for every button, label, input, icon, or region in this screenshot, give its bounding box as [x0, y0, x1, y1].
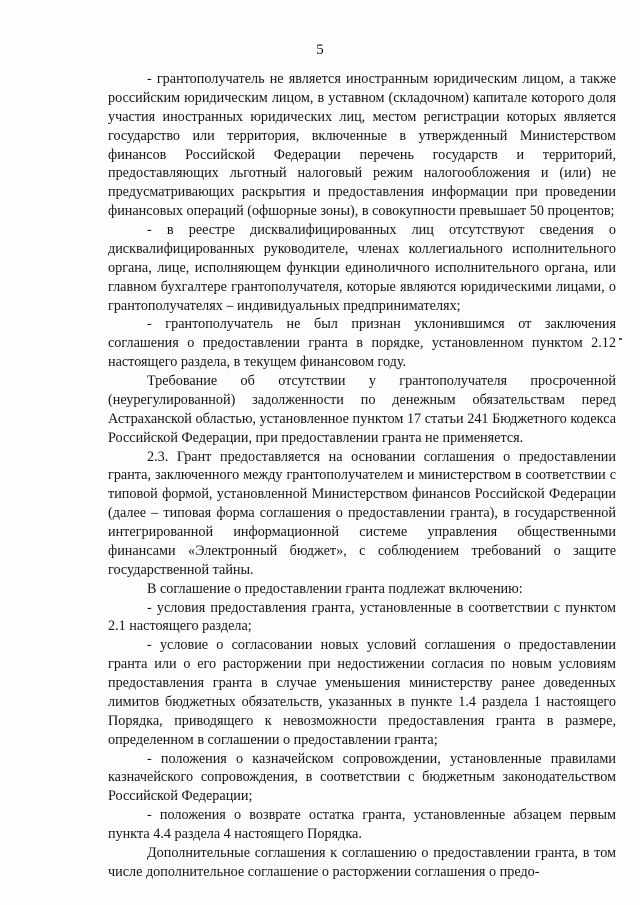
scan-artifact	[619, 338, 622, 340]
paragraph-disqualified-persons-condition: - в реестре дисквалифицированных лиц отсутствуют сведения о дисквалифицированных руководителе, членах коллегиального исполнительного органа, лице, исполняющем функции единоличного исполнительного органа, или главном бухгалтере грантополучателя, которые являются юридическими лицами, о грантополучателях – индивидуальных предпринимателях;	[108, 222, 616, 314]
paragraph-new-conditions-item: - условие о согласовании новых условий соглашения о предоставлении гранта или о его расторжении при недостижении согласия по новым условиям предоставления гранта в случае уменьшения министерству ранее доведенных лимитов бюджетных обязательств, указанных в пункте 1.4 раздела 1 настоящего Порядка, приводящего к невозможности предоставления гранта в размере, определенном в соглашении о предоставлении гранта;	[108, 637, 616, 748]
document-body	[108, 70, 616, 882]
paragraph-section-2-3: 2.3. Грант предоставляется на основании соглашения о предоставлении гранта, заключенного между грантополучателем и министерством в соответствии с типовой формой, установленной Министерством финансов Российской Федерации (далее – типовая форма соглашения о предоставлении гранта), в государственной интегрированной информационной системе управления общественными финансами «Электронный бюджет», с соблюдением требований о защите государственной тайны.	[108, 448, 616, 578]
paragraph-additional-agreements: Дополнительные соглашения к соглашению о предоставлении гранта, в том числе дополнительное соглашение о расторжении соглашения о предо-	[108, 844, 616, 880]
paragraph-evasion-condition: - грантополучатель не был признан уклонившимся от заключения соглашения о предоставлении гранта в порядке, установленном пунктом 2.12 настоящего раздела, в текущем финансовом году.	[108, 316, 616, 371]
page-number: 5	[316, 42, 324, 58]
paragraph-agreement-contents-intro: В соглашение о предоставлении гранта подлежат включению:	[147, 580, 523, 597]
paragraph-foreign-entity-condition: - грантополучатель не является иностранным юридическим лицом, а также российским юридическим лицом, в уставном (складочном) капитале которого доля участия иностранных юридических лиц, местом регистрации которых является государство или территория, включенные в утвержденный Министерством финансов Российской Федерации перечень государств и территорий, предоставляющих льготный налоговый режим налогообложения и (или) не предусматривающих раскрытия и предоставления информации при проведении финансовых операций (офшорные зоны), в совокупности превышает 50 процентов;	[108, 71, 616, 220]
paragraph-grant-return-item: - положения о возврате остатка гранта, установленные абзацем первым пункта 4.4 раздела 4 настоящего Порядка.	[108, 807, 616, 842]
paragraph-grant-conditions-item: - условия предоставления гранта, установленные в соответствии с пунктом 2.1 настоящего раздела;	[108, 599, 616, 635]
paragraph-treasury-support-item: - положения о казначейском сопровождении, установленные правилами казначейского сопровождения, в соответствии с бюджетным законодательством Российской Федерации;	[108, 750, 616, 805]
paragraph-debt-requirement: Требование об отсутствии у грантополучателя просроченной (неурегулированной) задолженности по денежным обязательствам перед Астраханской областью, установленное пунктом 17 статьи 241 Бюджетного кодекса Российской Федерации, при предоставлении гранта не применяется.	[108, 373, 616, 446]
